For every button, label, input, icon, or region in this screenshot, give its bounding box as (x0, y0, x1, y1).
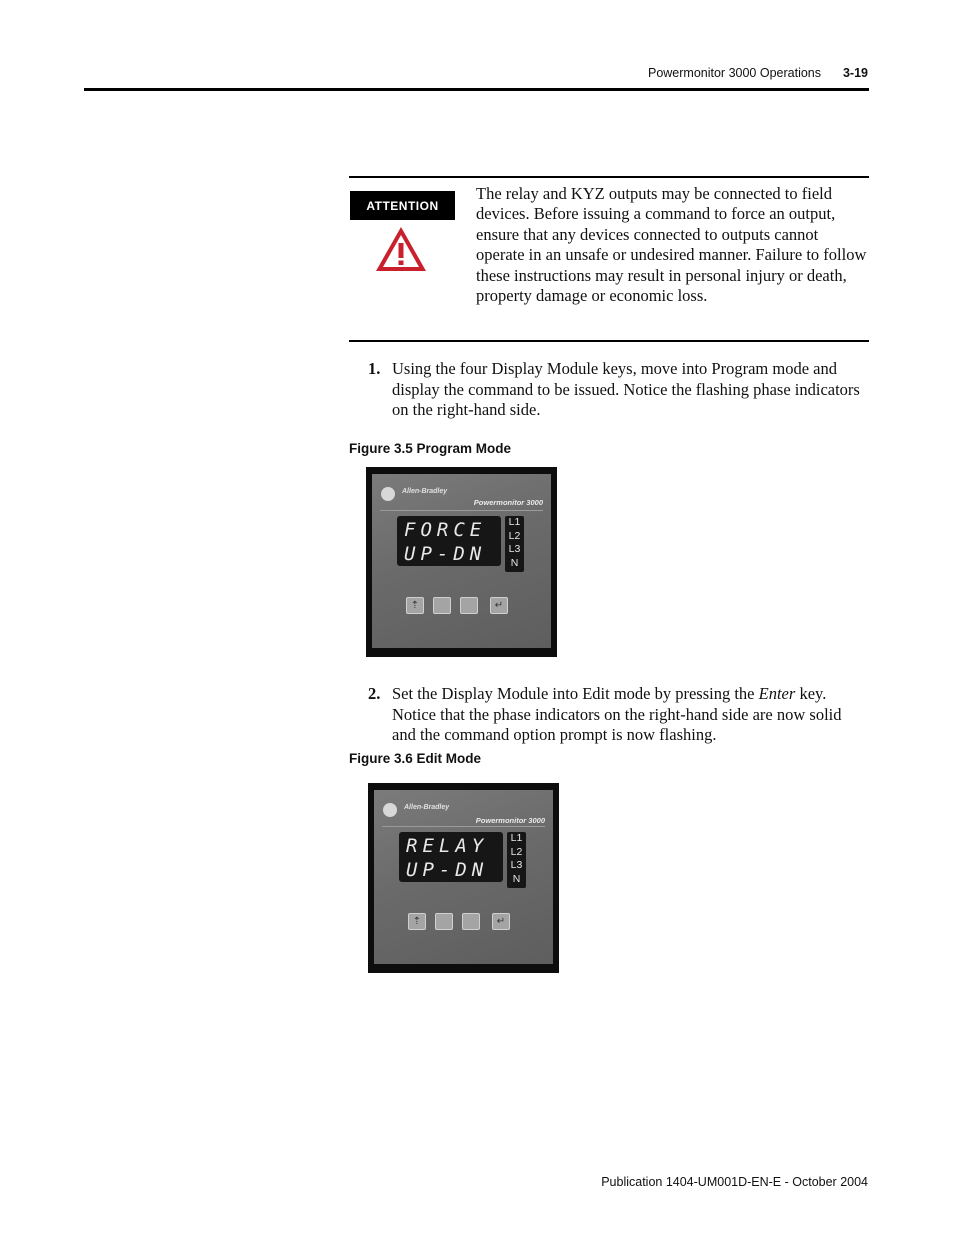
display-line-1: RELAY (406, 835, 489, 857)
phase-indicator-l3: L3 (508, 543, 521, 555)
phase-indicator-l2: L2 (508, 529, 521, 542)
phase-indicators (507, 832, 526, 888)
brand-logo-icon (381, 487, 395, 501)
brand-name: Allen-Bradley (404, 804, 450, 811)
phase-indicator-n: N (510, 556, 519, 569)
up-arrow-key-icon: ⇡ (408, 913, 426, 930)
step-text-part: key. Notice that the phase indicators on the right-hand side are now solid and the command option prompt is now flashing. (392, 684, 842, 744)
enter-key-icon: ↵ (490, 597, 508, 614)
warning-triangle-icon (373, 224, 429, 274)
phase-indicator-l1: L1 (508, 516, 521, 528)
header-rule (84, 88, 869, 91)
page-number: 3-19 (842, 66, 868, 80)
attention-label: ATTENTION (350, 191, 455, 220)
enter-key-emphasis: Enter (758, 684, 796, 703)
display-module-image (368, 783, 559, 973)
step-number: 2. (368, 684, 381, 703)
brand-logo-icon (383, 803, 397, 817)
step-text (392, 684, 868, 746)
step-text: Using the four Display Module keys, move into Program mode and display the command to be issued. Notice the flashing phase indicators on the right-hand side. (392, 359, 860, 419)
section-title: Powermonitor 3000 Operations (647, 66, 821, 80)
up-arrow-key-icon: ⇡ (406, 597, 424, 614)
phase-indicator-n: N (512, 872, 521, 885)
product-name: Powermonitor 3000 (473, 498, 543, 507)
down-arrow-key-icon (460, 597, 478, 614)
down-arrow-key-icon (462, 913, 480, 930)
display-line-1: FORCE (404, 519, 487, 541)
display-screen (399, 832, 503, 882)
keypad (406, 597, 526, 615)
step-text-part: Set the Display Module into Edit mode by pressing the (392, 684, 759, 703)
display-line-2: UP-DN (406, 859, 489, 881)
figure-caption: Figure 3.6 Edit Mode (349, 751, 482, 766)
phase-indicators (505, 516, 524, 572)
step-number: 1. (368, 359, 381, 378)
faceplate-divider (382, 826, 545, 827)
escape-key-icon (433, 597, 451, 614)
display-line-2: UP-DN (404, 543, 487, 565)
phase-indicator-l1: L1 (510, 832, 523, 844)
attention-text: The relay and KYZ outputs may be connected to field devices. Before issuing a command to force an output, ensure that any devices connected to outputs cannot operate in an unsafe or undesired manner. Failure to follow these instructions may result in personal injury or death, property damage or economic loss. (476, 184, 867, 306)
escape-key-icon (435, 913, 453, 930)
phase-indicator-l3: L3 (510, 859, 523, 871)
faceplate-divider (380, 510, 543, 511)
publication-footer: Publication 1404-UM001D-EN-E - October 2004 (601, 1175, 868, 1189)
figure-caption: Figure 3.5 Program Mode (349, 441, 512, 456)
faceplate (374, 790, 553, 964)
page-header (0, 0, 954, 100)
attention-notice (349, 176, 869, 342)
enter-key-icon: ↵ (492, 913, 510, 930)
product-name: Powermonitor 3000 (475, 816, 545, 825)
display-module-image (366, 467, 557, 657)
brand-name: Allen-Bradley (402, 488, 448, 495)
step-1 (368, 359, 868, 423)
faceplate (372, 474, 551, 648)
display-screen (397, 516, 501, 566)
step-2 (368, 684, 868, 748)
keypad (408, 913, 528, 931)
phase-indicator-l2: L2 (510, 845, 523, 858)
